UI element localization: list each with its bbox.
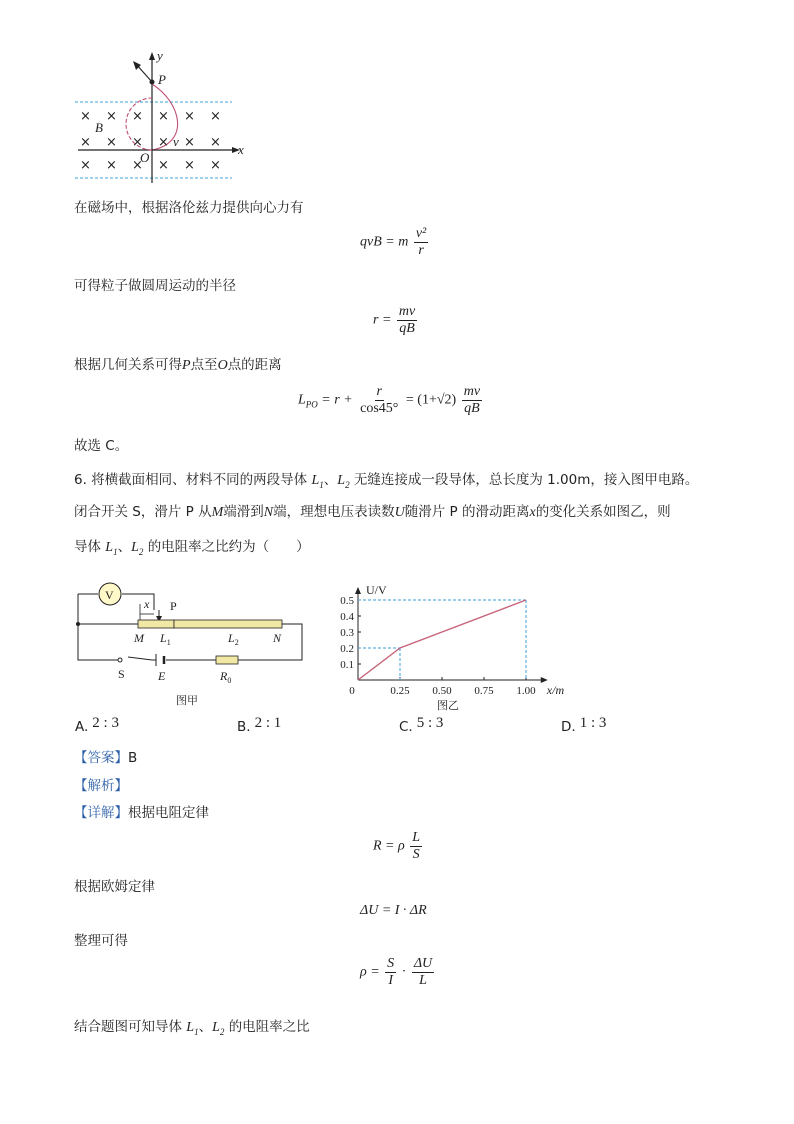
ratio-text-b: 的电阻率之比: [228, 1019, 310, 1035]
eq6-fraction-1: [385, 956, 396, 989]
chart-y-tick-label: 0.4: [340, 611, 354, 623]
label-s: S: [118, 667, 125, 681]
eq3-num1: r: [376, 384, 382, 399]
detail-text: 根据电阻定律: [128, 805, 209, 821]
slider-label: P: [170, 599, 177, 613]
q6-text-1a: 6. 将横截面相同、材料不同的两段导体: [74, 472, 308, 488]
eq2-den: qB: [399, 321, 415, 336]
chart-y-tick-label: 0.2: [340, 643, 354, 655]
conductor-l2: [174, 620, 282, 628]
q6-text-2a: 闭合开关 S，滑片 P 从: [74, 504, 212, 520]
field-crosses: [80, 109, 221, 173]
label-r0: [219, 669, 231, 685]
q6-text-3b: 的电阻率之比约为（ ）: [147, 539, 310, 555]
q6-l1-letter: L: [311, 473, 320, 488]
q6-sep: 、: [323, 472, 338, 488]
option-a-label: A.: [75, 719, 89, 735]
geometry-text-a: 根据几何关系可得: [74, 357, 182, 373]
q6-text-1b: 无缝连接成一段导体，总长度为 1.00m，接入图甲电路。: [353, 472, 699, 488]
label-l2-letter: L: [228, 631, 235, 645]
text-line-rearrange: 整理可得: [74, 933, 128, 949]
eq3-lhs-sub: PO: [305, 399, 318, 410]
ratio-text-a: 结合题图可知导体: [74, 1019, 182, 1035]
switch-pivot: [118, 658, 122, 662]
detail-tag: 【详解】: [74, 805, 128, 821]
chart-y-arrow: [355, 587, 361, 594]
equation-resistance: [373, 830, 424, 863]
resistor-r0: [216, 656, 238, 664]
q6-text-2b: 端滑到: [223, 504, 264, 520]
q6-text-2d: 随滑片 P 的滑动距离: [404, 504, 530, 520]
equation-radius: [373, 304, 419, 337]
eq2-lhs: r =: [373, 312, 392, 328]
option-c-label: C.: [399, 719, 413, 735]
eq1-num: v²: [415, 226, 427, 241]
label-m: M: [134, 631, 144, 645]
cross: ×: [158, 135, 169, 150]
eq4-num: L: [412, 830, 421, 845]
chart-y-label: U/V: [366, 583, 387, 597]
cross: ×: [132, 158, 143, 173]
option-b[interactable]: [237, 715, 282, 736]
chart-x-tick-label: 0.75: [474, 685, 494, 697]
q6-line-1: [74, 470, 698, 495]
q6-l1-b: [105, 540, 117, 555]
chart-x-tick-label: 0.50: [432, 685, 452, 697]
q6-text-3a: 导体: [74, 539, 101, 555]
option-c[interactable]: [399, 715, 444, 736]
q6-line-3: [74, 537, 310, 562]
eq1-fraction: [414, 226, 428, 259]
equation-lorentz: [360, 226, 430, 259]
cross: ×: [184, 109, 195, 124]
cross: ×: [106, 109, 117, 124]
cross: ×: [106, 135, 117, 150]
equation-resistivity: [360, 956, 436, 989]
cross: ×: [184, 158, 195, 173]
eq3-den2: qB: [464, 401, 480, 416]
option-a[interactable]: [75, 715, 119, 736]
voltmeter-label: V: [105, 588, 114, 602]
q6-m: M: [211, 505, 224, 520]
q6-l2-sub: 2: [345, 479, 350, 490]
q6-sep-b: 、: [117, 539, 132, 555]
eq2-num: mv: [398, 304, 416, 319]
conductor-l1: [138, 620, 174, 628]
eq4-lhs: R = ρ: [373, 838, 405, 854]
analysis-tag: 【解析】: [74, 778, 128, 794]
eq3-fraction-2: [462, 384, 482, 417]
eq4-den: S: [412, 847, 420, 862]
ratio-l1: [186, 1020, 198, 1035]
q6-l2: [337, 473, 349, 488]
label-o: O: [140, 150, 150, 165]
cross: ×: [80, 158, 91, 173]
eq4-fraction: [410, 830, 422, 863]
chart-y-tick-label: 0.3: [340, 627, 354, 639]
junction-dot: [76, 622, 80, 626]
cross: ×: [106, 158, 117, 173]
geometry-text-c: 点的距离: [227, 357, 282, 373]
q6-l1-sub-b: 1: [113, 546, 118, 557]
chart-y-tick-label: 0.1: [340, 659, 354, 671]
option-c-value: 5 : 3: [416, 715, 444, 731]
ratio-l2: [212, 1020, 224, 1035]
eq3-num2: mv: [463, 384, 481, 399]
eq6-num1: S: [387, 956, 395, 971]
equation-ohm: ΔU = I · ΔR: [360, 903, 427, 918]
chart-series-line: [358, 600, 526, 680]
circuit-figure: [70, 580, 310, 710]
cross: ×: [210, 158, 221, 173]
q6-u: U: [394, 505, 405, 520]
label-e: E: [158, 669, 166, 683]
q6-l2-sub-b: 2: [138, 546, 144, 557]
cross: ×: [80, 135, 91, 150]
answer-line: [74, 748, 137, 768]
chart-x-tick-label: 1.00: [516, 685, 536, 697]
eq3-mid: = r +: [321, 392, 353, 408]
text-line-geometry: [74, 355, 282, 376]
label-l2-sub: 2: [234, 638, 239, 647]
q6-l1: [311, 473, 323, 488]
q6-text-2c: 端，理想电压表读数: [273, 504, 395, 520]
eq6-num2: ΔU: [413, 956, 433, 971]
ratio-l1-letter: L: [186, 1020, 195, 1035]
u-x-chart: [330, 560, 565, 712]
label-r0-letter: R: [220, 669, 228, 683]
cross: ×: [158, 158, 169, 173]
eq6-dot: ·: [401, 964, 407, 980]
chart-x-label: x/m: [546, 683, 565, 697]
eq3-fraction-1: [358, 384, 400, 417]
geometry-o: O: [217, 358, 228, 373]
option-b-value: 2 : 1: [254, 715, 282, 731]
switch-blade: [128, 657, 156, 660]
circuit-x-label: x: [144, 597, 150, 611]
eq3-den1: cos45°: [360, 401, 399, 416]
option-d-value: 1 : 3: [579, 715, 607, 731]
cross: ×: [158, 109, 169, 124]
q6-l2-letter-b: L: [131, 540, 139, 555]
eq1-den: r: [418, 243, 424, 258]
eq3-mid2: = (1+√2): [405, 392, 457, 408]
chart-x-tick-label: 0.25: [390, 685, 410, 697]
chart-y-tick-label: 0.5: [340, 595, 354, 607]
q6-l2-b: [131, 540, 143, 555]
cross: ×: [210, 109, 221, 124]
option-b-label: B.: [237, 719, 251, 735]
eq6-den1: I: [388, 973, 393, 988]
y-axis-arrow: [149, 52, 155, 60]
q6-line-2: [74, 502, 671, 523]
eq2-fraction: [397, 304, 417, 337]
cross: ×: [184, 135, 195, 150]
label-p: P: [158, 72, 166, 87]
label-l2: [227, 631, 239, 647]
geometry-text-b: 点至: [190, 357, 218, 373]
detail-line: [74, 803, 209, 823]
caption-circuit: 图甲: [176, 694, 198, 707]
text-line-lorentz: 在磁场中，根据洛伦兹力提供向心力有: [74, 200, 304, 216]
label-x: x: [238, 142, 244, 157]
cross: ×: [132, 135, 143, 150]
answer-value: B: [128, 750, 138, 766]
text-line-choose-c: 故选 C。: [74, 438, 129, 454]
eq6-den2: L: [419, 973, 427, 988]
option-d-label: D.: [561, 719, 576, 735]
q6-x: x: [529, 505, 536, 520]
label-l1-letter: L: [160, 631, 167, 645]
magnetic-field-figure: [70, 48, 250, 188]
eq6-fraction-2: [412, 956, 434, 989]
text-line-radius: 可得粒子做圆周运动的半径: [74, 278, 236, 294]
option-a-value: 2 : 3: [92, 715, 119, 731]
eq1-lhs: qvB = m: [360, 234, 409, 250]
label-v: v: [173, 134, 179, 149]
ratio-l2-sub: 2: [219, 1026, 225, 1037]
q6-text-2e: 的变化关系如图乙，则: [535, 504, 671, 520]
text-line-ohm: 根据欧姆定律: [74, 879, 155, 895]
label-l1-sub: 1: [166, 638, 171, 647]
ratio-sep: 、: [198, 1019, 213, 1035]
ratio-l1-sub: 1: [194, 1026, 199, 1037]
chart-caption: 图乙: [436, 699, 459, 712]
answer-tag: 【答案】: [74, 750, 128, 766]
q6-l1-letter-b: L: [105, 540, 114, 555]
cross: ×: [210, 135, 221, 150]
wire: [238, 624, 302, 660]
chart-origin-label: 0: [349, 685, 355, 697]
label-b: B: [95, 120, 103, 135]
cross: ×: [132, 109, 143, 124]
q6-n: N: [263, 505, 274, 520]
q6-l2-letter: L: [337, 473, 346, 488]
ratio-l2-letter: L: [212, 1020, 220, 1035]
equation-distance: [298, 384, 484, 417]
q6-l1-sub: 1: [319, 479, 324, 490]
label-y: y: [157, 48, 163, 63]
label-l1: [159, 631, 171, 647]
label-n: N: [273, 631, 282, 645]
geometry-p: P: [182, 358, 191, 373]
label-r0-sub: 0: [227, 676, 232, 685]
eq3-lhs: L: [298, 392, 306, 408]
text-line-ratio: [74, 1017, 310, 1042]
eq6-lhs: ρ =: [360, 964, 380, 980]
cross: ×: [80, 109, 91, 124]
option-d[interactable]: [561, 715, 607, 736]
